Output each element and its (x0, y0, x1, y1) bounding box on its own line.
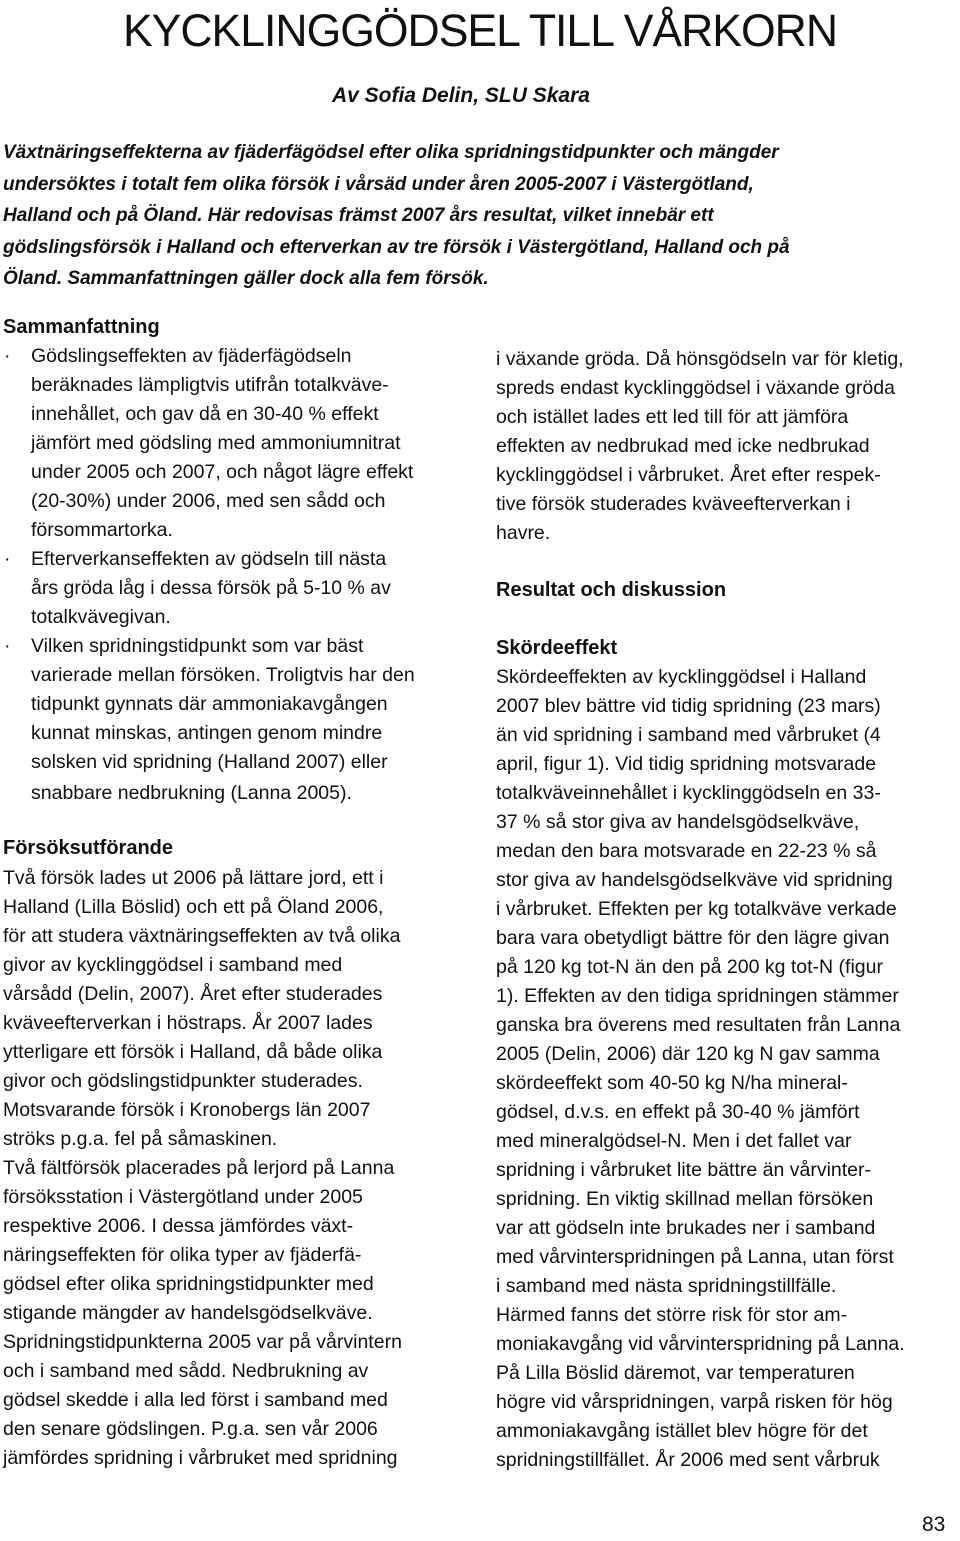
bullet-line: totalkvävegivan. (31, 606, 171, 628)
body-line: med mineralgödsel-N. Men i det fallet var (496, 1130, 852, 1152)
bullet-line: kunnat minskas, antingen genom mindre (31, 722, 383, 744)
bullet-line: jämfört med gödsling med ammoniumnitrat (31, 432, 401, 454)
body-line: stigande mängder av handelsgödselkväve. (3, 1302, 373, 1324)
body-line: ammoniakavgång istället blev högre för det (496, 1420, 868, 1442)
body-line: ganska bra överens med resultaten från Lanna (496, 1014, 901, 1036)
body-line: med vårvinterspridningen på Lanna, utan först (496, 1246, 894, 1268)
body-line: än vid spridning i samband med vårbruket (4 (496, 724, 881, 746)
body-line: var att gödseln inte brukades ner i samband (496, 1217, 876, 1239)
bullet-marker: · (4, 548, 11, 570)
body-line: bara vara obetydligt bättre för den lägre givan (496, 927, 890, 949)
ingress-line: Växtnäringseffekterna av fjäderfägödsel efter olika spridningstidpunkter och mängder (3, 142, 779, 163)
yield-heading: Skördeeffekt (496, 637, 618, 659)
body-line: effekten av nedbrukad med icke nedbrukad (496, 435, 870, 457)
body-line: jämfördes spridning i vårbruket med spridning (3, 1447, 398, 1469)
body-line: spridning. En viktig skillnad mellan försöken (496, 1188, 874, 1210)
bullet-line: varierade mellan försöken. Troligtvis har den (31, 664, 415, 686)
body-line: skördeeffekt som 40-50 kg N/ha mineral- (496, 1072, 848, 1094)
body-line: vårsådd (Delin, 2007). Året efter studerades (3, 983, 383, 1005)
body-line: gödsel, d.v.s. en effekt på 30-40 % jämfört (496, 1101, 860, 1123)
body-line: respektive 2006. I dessa jämfördes växt- (3, 1215, 354, 1237)
article-ingress (3, 137, 790, 295)
page-number: 83 (922, 1513, 946, 1536)
body-line: gödsel skedde i alla led först i samband med (3, 1389, 388, 1411)
bullet-marker: · (4, 635, 11, 657)
bullet-line: Efterverkanseffekten av gödseln till nästa (31, 548, 387, 570)
body-line: och istället lades ett led till för att jämföra (496, 406, 849, 428)
body-line: havre. (496, 522, 551, 544)
body-line: försöksstation i Västergötland under 2005 (3, 1186, 363, 1208)
body-line: tive försök studerades kväveefterverkan i (496, 493, 851, 515)
ingress-line: undersöktes i totalt fem olika försök i vårsäd under åren 2005-2007 i Västergötland, (3, 173, 754, 195)
body-line: spridningstillfället. År 2006 med sent vårbruk (496, 1449, 880, 1471)
bullet-line: beräknades lämpligtvis utifrån totalkväve- (31, 374, 389, 396)
body-line: kväveefterverkan i höstraps. År 2007 lades (3, 1012, 373, 1034)
body-line: och i samband med sådd. Nedbrukning av (3, 1360, 369, 1382)
body-line: Två försök lades ut 2006 på lättare jord, ett i (3, 867, 384, 889)
bullet-line: solsken vid spridning (Halland 2007) eller (31, 751, 388, 773)
body-line: medan den bara motsvarade en 22-23 % så (496, 840, 877, 862)
article-title: KYCKLINGGÖDSEL TILL VÅRKORN (122, 5, 838, 56)
body-line: Två fältförsök placerades på lerjord på Lanna (3, 1157, 395, 1179)
body-line: Halland (Lilla Böslid) och ett på Öland 2006, (3, 896, 384, 918)
body-line: den senare gödslingen. P.g.a. sen vår 2006 (3, 1418, 378, 1440)
body-line: näringseffekten för olika typer av fjäderfä- (3, 1244, 362, 1266)
body-line: kycklinggödsel i vårbruket. Året efter respek- (496, 464, 881, 486)
body-line: april, figur 1). Vid tidig spridning motsvarade (496, 753, 877, 775)
body-line: totalkväveinnehållet i kycklinggödseln en 33- (496, 782, 881, 804)
bullet-line: under 2005 och 2007, och något lägre effekt (31, 461, 414, 483)
body-line: givor av kycklinggödsel i samband med (3, 954, 343, 976)
body-line: spreds endast kycklinggödsel i växande gröda (496, 377, 895, 399)
body-line: för att studera växtnäringseffekten av två olika (3, 925, 401, 947)
ingress-line: gödslingsförsök i Halland och efterverkan av tre försök i Västergötland, Halland och på (3, 236, 790, 258)
body-line: Motsvarande försök i Kronobergs län 2007 (3, 1099, 371, 1121)
ingress-line: Halland och på Öland. Här redovisas främst 2007 års resultat, vilket innebär ett (3, 205, 714, 227)
bullet-line: års gröda låg i dessa försök på 5-10 % av (31, 577, 391, 599)
results-heading: Resultat och diskussion (496, 579, 727, 601)
body-line: på 120 kg tot-N än den på 200 kg tot-N (figur (496, 956, 883, 978)
body-line: På Lilla Böslid däremot, var temperaturen (496, 1362, 855, 1384)
bullet-line: tidpunkt gynnats där ammoniakavgången (31, 693, 388, 715)
body-line: Härmed fanns det större risk för stor am- (496, 1304, 848, 1326)
summary-heading: Sammanfattning (3, 316, 160, 338)
body-line: givor och gödslingstidpunkter studerades. (3, 1070, 363, 1092)
execution-heading: Försöksutförande (3, 837, 174, 859)
body-line: spridning i vårbruket lite bättre än vårvinter- (496, 1159, 872, 1181)
body-line: Spridningstidpunkterna 2005 var på vårvintern (3, 1331, 402, 1353)
bullet-line: snabbare nedbrukning (Lanna 2005). (31, 782, 352, 804)
body-line: 2007 blev bättre vid tidig spridning (23 mars) (496, 695, 881, 717)
author-byline: Av Sofia Delin, SLU Skara (332, 84, 590, 107)
body-line: i samband med nästa spridningstillfälle. (496, 1275, 837, 1297)
body-line: Skördeeffekten av kycklinggödsel i Halland (496, 666, 867, 688)
body-line: i vårbruket. Effekten per kg totalkväve verkade (496, 898, 897, 920)
body-line: 1). Effekten av den tidiga spridningen stämmer (496, 985, 899, 1007)
bullet-line: försommartorka. (31, 519, 173, 541)
bullet-marker: · (4, 345, 11, 367)
body-line: gödsel efter olika spridningstidpunkter med (3, 1273, 374, 1295)
ingress-line: Öland. Sammanfattningen gäller dock alla fem försök. (3, 268, 489, 290)
bullet-line: (20-30%) under 2006, med sen sådd och (31, 490, 386, 512)
body-line: stor giva av handelsgödselkväve vid spridning (496, 869, 893, 891)
bullet-line: Gödslingseffekten av fjäderfägödseln (31, 345, 352, 367)
body-line: ströks p.g.a. fel på såmaskinen. (3, 1128, 278, 1150)
body-line: i växande gröda. Då hönsgödseln var för kletig, (496, 348, 904, 370)
bullet-line: innehållet, och gav då en 30-40 % effekt (31, 403, 379, 425)
body-line: ytterligare ett försök i Halland, då både olika (3, 1041, 383, 1063)
body-line: högre vid vårspridningen, varpå risken för hög (496, 1391, 893, 1413)
body-line: 2005 (Delin, 2006) där 120 kg N gav samma (496, 1043, 880, 1065)
bullet-line: Vilken spridningstidpunkt som var bäst (31, 635, 364, 657)
body-line: 37 % så stor giva av handelsgödselkväve, (496, 811, 860, 833)
body-line: moniakavgång vid vårvinterspridning på Lanna. (496, 1333, 905, 1355)
